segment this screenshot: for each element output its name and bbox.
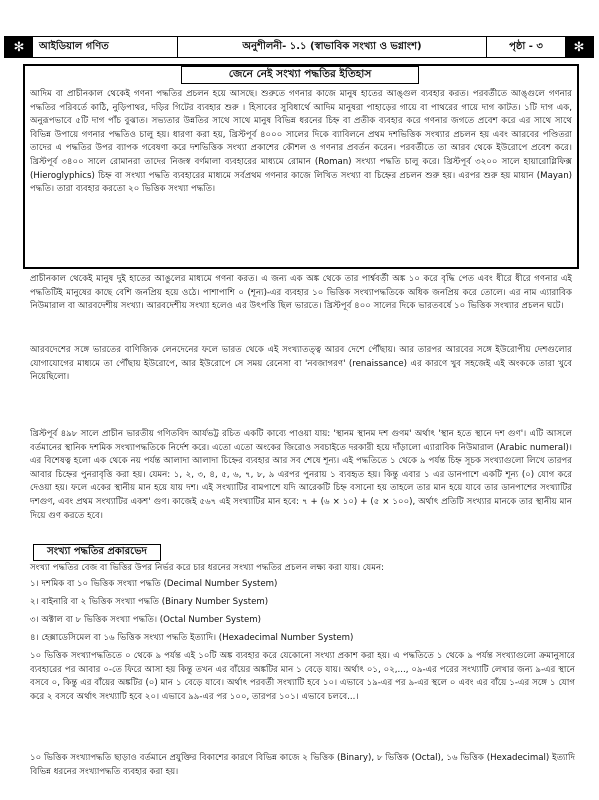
section-heading: সংখ্যা পদ্ধতির প্রকারভেদ <box>33 544 161 561</box>
star-icon-left: ✻ <box>5 37 33 57</box>
list-item: ২। বাইনারি বা ২ ভিত্তিক সংখ্যা পদ্ধতি (Binary Number System) <box>30 597 269 607</box>
chapter-title: অনুশীলনী- ১.১ (স্বাভাবিক সংখ্যা ও ভগ্নাংশ) <box>178 37 487 57</box>
history-box-title: জেনে নেই সংখ্যা পদ্ধতির ইতিহাস <box>181 66 419 84</box>
decimal-explanation-paragraph: ১০ ভিত্তিক সংখ্যাপদ্ধতিতে ০ থেকে ৯ পর্যন্ত এই ১০টি অঙ্ক ব্যবহার করে যেকোনো সংখ্যা প্রকাশ করা হয়। এ পদ্ধতিতে ১ থেকে ৯ পর্যন্ত সংখ্যাগুলো ক্রমানুসারে ব্যবহারের পর আবার ০-তে ফিরে আসা হয় কিন্তু তখন এর বাঁয়ের অঙ্কটির মান ১ বেড়ে যায়। অর্থাৎ ০১, ০২,..., ০৯-এর পরের সংখ্যাটি লেখার জন্য ৯-এর স্থানে বসবে ০, কিন্তু এর বাঁয়ের অঙ্কটির (০) মান ১ বেড়ে যাবে। অর্থাৎ পরবর্তী সংখ্যাটি হবে ১০। এভাবে ১৯-এর পর ৯-এর স্থলে ০ এবং এর বাঁয়ে ১-এর সঙ্গে ১ যোগ করে ২ বসবে অর্থাৎ সংখ্যাটি হবে ২০। এভাবে ৯৯-এর পর ১০০, তারপর ১০১। এভাবে চলবে...। <box>30 651 575 702</box>
other-systems-paragraph: ১০ ভিত্তিক সংখ্যাপদ্ধতি ছাড়াও বর্তমানে প্রযুক্তির বিকাশের কারণে বিভিন্ন কাজে ২ ভিত্তিক (Binary), ৮ ভিত্তিক (Octal), ১৬ ভিত্তিক (Hexadecimal) ইত্যাদি বিভিন্ন ধরনের সংখ্যাপদ্ধতি ব্যবহার করা হয়। <box>30 753 575 777</box>
decimal-origin-paragraph: প্রাচীনকাল থেকেই মানুষ দুই হাতের আঙুলের মাধ্যমে গণনা করত। এ জন্য এক অঙ্ক থেকে তার পার্শ্ববর্তী অঙ্ক ১০ করে বৃদ্ধি পেত এবং ধীরে ধীরে গণনার এই পদ্ধতিটিই মানুষের কাছে বেশি জনপ্রিয় হয়ে ওঠে। পাশাপাশি ০ (শূন্য)-এর ব্যবহার ১০ ভিত্তিক সংখ্যাপদ্ধতিকে অধিক জনপ্রিয় করে তোলে। এর নাম এ্যারাবিক নিউমারাল বা আরবদেশীয় সংখ্যা। আরবদেশীয় সংখ্যা হলেও এর উৎপত্তি ছিল ভারতে। খ্রিস্টপূর্ব ৪০০ সালের দিকে ভারতবর্ষে ১০ ভিত্তিক সংখ্যার প্রচলন ঘটে। <box>30 274 572 312</box>
list-item: ৩। অক্টাল বা ৮ ভিত্তিক সংখ্যা পদ্ধতি। (Octal Number System) <box>30 615 262 625</box>
trade-paragraph: আরবদেশের সঙ্গে ভারতের বাণিজ্যিক লেনদেনের ফলে ভারত থেকে এই সংখ্যাতত্ত্ব আরব দেশে পৌঁছায়। আর তারপর আরবের সঙ্গে ইউরোপীয় দেশগুলোর যোগাযোগের মাধ্যমে তা পৌঁছায় ইউরোপে, আর ইউরোপে সে সময় রেনেসা বা 'নবজাগরণ' (renaissance) এর কারণে খুব সহজেই এই অংককে তারা খুবে নিয়েছিলো। <box>30 345 572 383</box>
place-value-paragraph: খ্রিস্টপূর্ব ৪৯৮ সালে প্রাচীন ভারতীয় গণিতবিদ আর্যভট্ট রচিত একটি কাব্যে পাওয়া যায়: 'স্থানম স্থানম দশ গুণম' অর্থাৎ 'স্থান হতে স্থানে দশ গুণ'। এটি আসলে বর্তমানের স্থানিক দশমিক সংখ্যাপদ্ধতিকে নির্দেশ করে। এতো এতো অংকের জিরোও সবচাইতে দরকারী হয়ে দাঁড়ালো এ্যারাবিক নিউমারাল (Arabic numeral)। এর বিশেষত্ব হলো এক থেকে নয় পর্যন্ত আলাদা আলাদা চিহ্নের ব্যবহার আর সব শেষে শূন্য। এই পদ্ধতিতে ১ থেকে ৯ পর্যন্ত চিহ্ন সূচক সংখ্যাগুলো লিখে তারপর আবার চিহ্নের পুনরাবৃত্তি করা হয়। যেমন: ১, ২, ৩, ৪, ৫, ৬, ৭, ৮, ৯ এরপর পুনরায় ১ ব্যবহৃত হয়। কিন্তু এবার ১ এর ডানপাশে একটি শূন্য (০) যোগ করে দেওয়া হয়। ফলে একের স্থানীয় মান হয়ে যায় দশ। এই সংখ্যাটির বামপাশে যদি আরেকটি চিহ্ন বসানো হয় তাহলে তার মান হয়ে যাবে তার ডানপাশের সংখ্যাটির দশগুণ, এবং প্রথম সংখ্যাটির একশ' গুণ। কাজেই ৫৬৭ এই সংখ্যাটির মান হবে: ৭ + (৬ × ১০) + (৫ × ১০০), অর্থাৎ প্রতিটি সংখ্যার মানকে তার স্থানীয় মান দিয়ে গুণ করতে হবে। <box>30 429 572 521</box>
history-paragraph: আদিম বা প্রাচীনকাল থেকেই গণনা পদ্ধতির প্রচলন হয়ে আসছে। শুরুতে গণনার কাজে মানুষ হাতের আঙ্গুল ব্যবহার করত। পরবর্তীতে আঙ্গুলে গণনার পদ্ধতির পরিবর্তে কাঠি, নুড়িপাথর, দড়ির গিটের ব্যবহার শুরু । হিসাবের সুবিধার্থে আদিম মানুষরা পাহাড়ের গায়ে বা পাথরের গায়ে দাগ কাটত। ১টি দাগ এক, অনুরূপভাবে ৫টি দাগ পাঁচ বুঝাত। সভ্যতার উন্নতির সাথে সাথে মানুষ বিভিন্ন ধরনের চিহ্ন বা প্রতীক ব্যবহার করে গণনার জগতে প্রবেশ করে এর সাথে সাথে বিভিন্ন উপায়ে গণনার পদ্ধতিও চালু হয়। ধারণা করা হয়, খ্রিস্টপূর্ব ৪০০০ সালের দিকে ব্যাবিলনে প্রথম দশভিত্তিক সংখ্যার প্রচলন হয় এবং আরবের পণ্ডিতরা তাদের এ পদ্ধতির উপর ব্যাপক গবেষণা করে দশভিত্তিক সংখ্যা প্রকাশের কৌশল ও গণনার প্রবর্তন করেন। পরবর্তীতে তা আরব থেকে ইউরোপে প্রবেশ করে। খ্রিস্টপূর্ব ৩৪০০ সালে রোমানরা তাদের নিজস্ব বর্ণমালা ব্যবহারের মাধ্যমে রোমান (Roman) সংখ্যা পদ্ধতি চালু করে। খ্রিস্টপূর্ব ৩২০০ সালে হায়ারোগ্লিফিক্স (Hieroglyphics) চিহ্ন বা সংখ্যা পদ্ধতি ব্যবহারের মাধ্যমে সর্বপ্রথম গণনার কাজে লিখিত সংখ্যা বা চিহ্নের প্রচলন শুরু হয়। এরপর শুরু হয় মায়ান (Mayan) পদ্ধতি। তারা ব্যবহার করতো ২০ ভিত্তিক সংখ্যা পদ্ধতি। <box>30 89 572 195</box>
star-icon-right: ✻ <box>565 37 593 57</box>
page-header <box>4 36 594 58</box>
page-number: পৃষ্ঠা - ৩ <box>509 40 543 52</box>
book-title: আইডিয়াল গণিত <box>33 37 178 57</box>
section-intro: সংখ্যা পদ্ধতির বেজ বা ভিত্তির উপর নির্ভর করে চার ধরনের সংখ্যা পদ্ধতির প্রচলন লক্ষ্য করা যায়। যেমন: <box>30 563 385 573</box>
list-item: ৪। হেক্সাডেসিমেল বা ১৬ ভিত্তিক সংখ্যা পদ্ধতি ইত্যাদি। (Hexadecimal Number System) <box>30 633 354 643</box>
list-item: ১। দশমিক বা ১০ ভিত্তিক সংখ্যা পদ্ধতি (Decimal Number System) <box>30 579 278 589</box>
